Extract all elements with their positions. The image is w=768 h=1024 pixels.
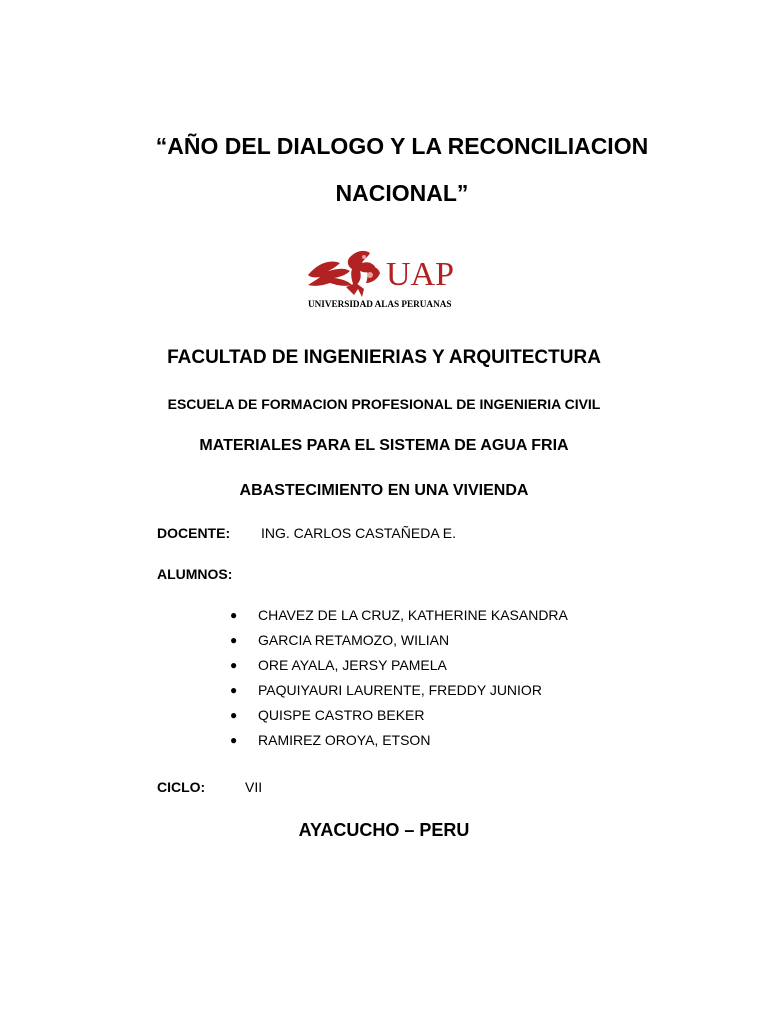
docente-row bbox=[157, 525, 457, 541]
ciclo-row bbox=[157, 779, 263, 795]
school-title: ESCUELA DE FORMACION PROFESIONAL DE INGENIERIA CIVIL bbox=[167, 396, 601, 412]
list-item: ● QUISPE CASTRO BEKER bbox=[230, 707, 425, 723]
faculty-title: FACULTAD DE INGENIERIAS Y ARQUITECTURA bbox=[167, 347, 601, 368]
bullet-icon: ● bbox=[230, 633, 238, 647]
ciclo-label: CICLO: bbox=[157, 779, 206, 795]
year-title-line1: “AÑO DEL DIALOGO Y LA RECONCILIACION bbox=[155, 133, 649, 159]
bullet-icon: ● bbox=[230, 733, 238, 747]
university-logo bbox=[306, 245, 482, 315]
alumnos-label: ALUMNOS: bbox=[157, 566, 233, 582]
student-list bbox=[230, 605, 568, 755]
uap-eagle-logo-icon bbox=[306, 245, 482, 315]
bullet-icon: ● bbox=[230, 683, 238, 697]
list-item: ● ORE AYALA, JERSY PAMELA bbox=[230, 657, 447, 673]
topic-title: ABASTECIMIENTO EN UNA VIVIENDA bbox=[239, 482, 529, 499]
logo-acronym: UAP bbox=[386, 256, 455, 293]
list-item: ● RAMIREZ OROYA, ETSON bbox=[230, 732, 431, 748]
logo-name: UNIVERSIDAD ALAS PERUANAS bbox=[308, 299, 452, 309]
docente-value: ING. CARLOS CASTAÑEDA E. bbox=[261, 525, 457, 541]
place-title: AYACUCHO – PERU bbox=[298, 820, 470, 840]
list-item: ● CHAVEZ DE LA CRUZ, KATHERINE KASANDRA bbox=[230, 607, 568, 623]
list-item: ● GARCIA RETAMOZO, WILIAN bbox=[230, 632, 450, 648]
bullet-icon: ● bbox=[230, 608, 238, 622]
ciclo-value: VII bbox=[245, 779, 263, 795]
course-title: MATERIALES PARA EL SISTEMA DE AGUA FRIA bbox=[199, 437, 569, 454]
list-item: ● PAQUIYAURI LAURENTE, FREDDY JUNIOR bbox=[230, 682, 542, 698]
docente-label: DOCENTE: bbox=[157, 525, 231, 541]
bullet-icon: ● bbox=[230, 708, 238, 722]
year-title-line2: NACIONAL” bbox=[335, 180, 469, 206]
bullet-icon: ● bbox=[230, 658, 238, 672]
